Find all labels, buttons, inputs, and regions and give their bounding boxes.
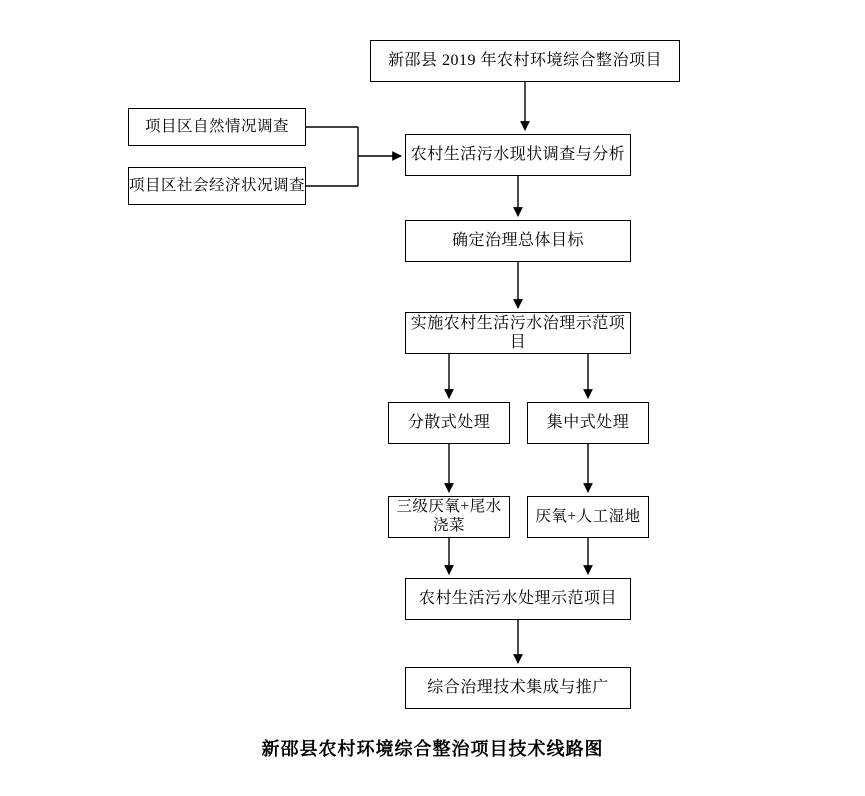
- node-label: 厌氧+人工湿地: [535, 507, 641, 525]
- node-label: 农村生活污水处理示范项目: [418, 590, 617, 608]
- node-label: 农村生活污水现状调查与分析: [410, 146, 626, 164]
- node-label: 实施农村生活污水治理示范项目: [410, 314, 626, 351]
- node-tech-anaerobic-irrigation: [388, 496, 510, 538]
- node-nature-survey: [128, 108, 306, 146]
- node-label: 新邵县 2019 年农村环境综合整治项目: [387, 52, 662, 70]
- node-label: 确定治理总体目标: [451, 232, 584, 250]
- node-centralized-treatment: [527, 402, 649, 444]
- node-social-survey: [128, 167, 306, 205]
- node-tech-anaerobic-wetland: [527, 496, 649, 538]
- node-overall-goal: [405, 220, 631, 262]
- node-treatment-demo-project: [405, 578, 631, 620]
- node-label: 项目区自然情况调查: [144, 117, 289, 135]
- node-label: 项目区社会经济状况调查: [129, 176, 306, 194]
- node-label: 三级厌氧+尾水浇菜: [396, 498, 502, 534]
- node-integration-promotion: [405, 667, 631, 709]
- node-demonstration-project: [405, 312, 631, 354]
- node-label: 分散式处理: [407, 414, 491, 432]
- node-label: 集中式处理: [546, 414, 630, 432]
- diagram-caption: 新邵县农村环境综合整治项目技术线路图: [261, 739, 604, 759]
- node-wastewater-survey: [405, 134, 631, 176]
- node-label: 综合治理技术集成与推广: [427, 679, 609, 697]
- node-decentralized-treatment: [388, 402, 510, 444]
- node-root: [370, 40, 680, 82]
